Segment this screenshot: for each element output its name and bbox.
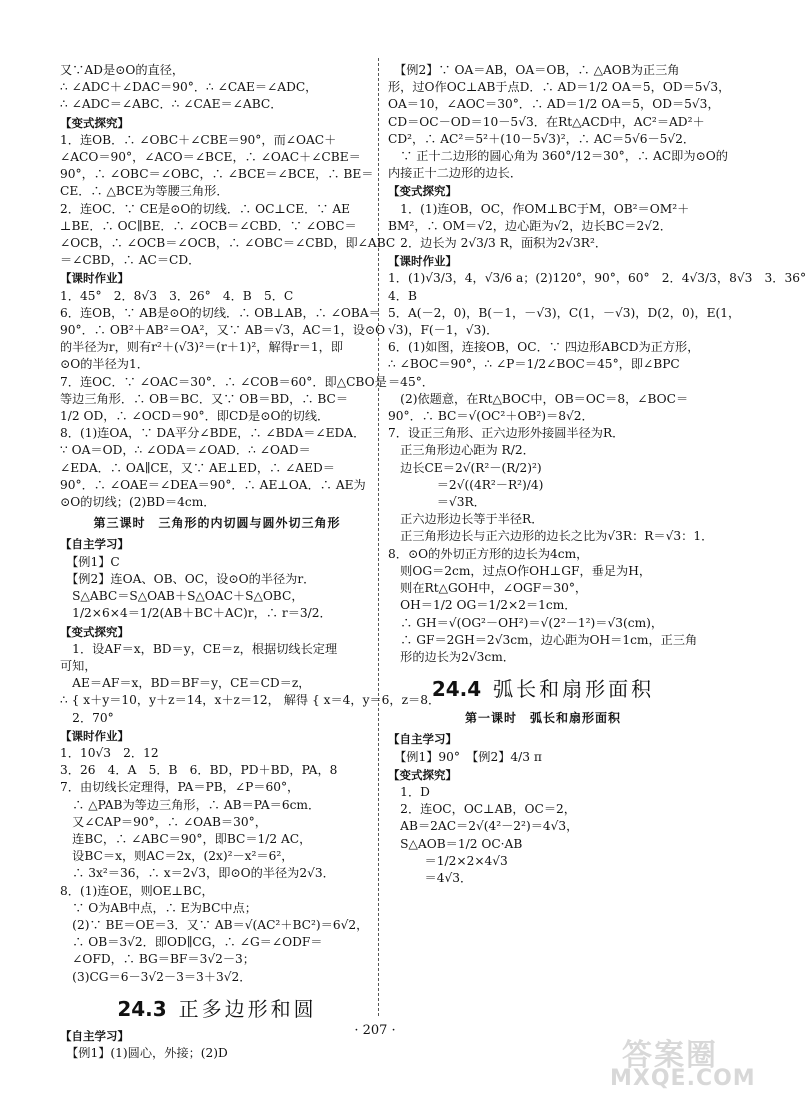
text-line: ⊙O的切线；(2)BD＝4cm． — [60, 495, 216, 510]
text-line: 正三角形边心距为 R/2． — [388, 443, 535, 458]
text-line: ∠ACO＝90°，∠ACO＝∠BCE，∴ ∠OAC＋∠CBE＝ — [60, 150, 361, 165]
text-line: ∴ ∠BOC＝90°，∴ ∠P＝1/2∠BOC＝45°，即∠BPC — [388, 357, 680, 372]
text-line: 8．⊙O的外切正方形的边长为4cm， — [388, 546, 589, 561]
text-line: ∵ O为AB中点，∴ E为BC中点； — [60, 900, 257, 915]
text-line: ⊥BE．∴ OC∥BE．∴ ∠OCB＝∠CBD．∵ ∠OBC＝ — [60, 218, 357, 233]
section-title: 弧长和扇形面积 — [493, 677, 655, 702]
text-line: 【例1】(1)圆心，外接；(2)D — [60, 1045, 228, 1060]
text-line: 又∵AD是⊙O的直径， — [60, 63, 185, 77]
text-line: S△AOB＝1/2 OC·AB — [388, 836, 523, 851]
section-tag: 【自主学习】 — [60, 1028, 129, 1043]
text-line: 2．连OC．∵ CE是⊙O的切线．∴ OC⊥CE．∵ AE — [60, 201, 351, 216]
text-line: ∴ GH＝√(OG²－OH²)＝√(2²－1²)＝√3(cm)， — [388, 615, 664, 630]
text-line: 1．D — [388, 784, 430, 799]
text-line: 1．45° 2．8√3 3．26° 4．B 5．C — [60, 288, 294, 303]
section-tag: 【变式探究】 — [388, 184, 457, 199]
text-line: ∴ { x＋y＝10，y＋z＝14，x＋z＝12， 解得 { x＝4，y＝6，z＝8． — [60, 693, 441, 708]
text-line: √3)，F(－1，√3)． — [388, 323, 499, 338]
text-line: 【例2】∵ OA＝AB，OA＝OB，∴ △AOB为正三角 — [388, 63, 680, 77]
section-tag: 【自主学习】 — [388, 732, 457, 747]
text-line: 90°，∴ ∠OBC＝∠OBC，∴ ∠BCE＝∠BCE，∴ BE＝ — [60, 167, 374, 182]
text-line: ＝1/2×2×4√3 — [388, 853, 508, 868]
section-tag: 【课时作业】 — [60, 728, 129, 743]
text-line: OA＝10，∠AOC＝30°．∴ AD＝1/2 OA＝5，OD＝5√3， — [388, 97, 720, 112]
text-line: 7．连OC．∵ ∠OAC＝30°．∴ ∠COB＝60°．即△CBO是 — [60, 374, 387, 389]
text-line: 可知， — [60, 658, 97, 673]
text-line: ＝√3R． — [388, 495, 486, 510]
text-line: 1/2×6×4＝1/2(AB＋BC＋AC)r，∴ r＝3/2． — [60, 606, 332, 621]
text-line: ∵ OA＝OD，∴ ∠ODA＝∠OAD．∴ ∠OAD＝ — [60, 443, 311, 458]
text-line: ＝45°． — [388, 374, 434, 389]
text-line: 1．连OB．∴ ∠OBC＋∠CBE＝90°，而∠OAC＋ — [60, 132, 337, 147]
text-line: 等边三角形．∴ OB＝BC．又∵ OB＝BD，∴ BC＝ — [60, 391, 349, 406]
section-heading — [388, 672, 698, 706]
text-line: OH＝1/2 OG＝1/2×2＝1cm． — [388, 598, 577, 613]
text-line: 又∠CAP＝90°，∴ ∠OAB＝30°， — [60, 814, 267, 829]
text-line: (3)CG＝6－3√2－3＝3＋3√2． — [60, 969, 252, 984]
section-tag: 【自主学习】 — [60, 537, 129, 552]
section-number: 24.3 — [117, 996, 167, 1021]
section-tag: 【变式探究】 — [60, 624, 129, 639]
watermark-url: MXQE.COM — [610, 1066, 756, 1091]
text-line: 边长CE＝2√(R²－(R/2)²) — [388, 460, 542, 475]
text-line: 7．设正三角形、正六边形外接圆半径为R． — [388, 426, 625, 441]
text-line: 设BC＝x，则AC＝2x，(2x)²－x²＝6²， — [60, 849, 294, 864]
text-line: 则在Rt△GOH中，∠OGF＝30°， — [388, 581, 588, 596]
text-line: 90°．∴ ∠OAE＝∠DEA＝90°．∴ AE⊥OA．∴ AE为 — [60, 477, 366, 492]
page-number: · 207 · — [354, 1023, 396, 1038]
text-line: ∵ 正十二边形的圆心角为 360°/12＝30°，∴ AC即为⊙O的 — [388, 149, 728, 164]
text-line: CD＝OC－OD＝10－5√3．在Rt△ACD中，AC²＝AD²＋ — [388, 114, 705, 129]
text-line: 1．10√3 2．12 — [60, 745, 159, 760]
text-line: 正六边形边长等于半径R． — [388, 512, 544, 527]
text-line: ＝4√3． — [388, 870, 473, 885]
text-line: 8．(1)连OA，∵ DA平分∠BDE，∴ ∠BDA＝∠EDA． — [60, 426, 366, 441]
text-line: 6．(1)如图，连接OB，OC．∵ 四边形ABCD为正方形， — [388, 340, 700, 355]
text-line: CE．∴ △BCE为等腰三角形． — [60, 184, 229, 199]
text-line: 3．26 4．A 5．B 6．BD，PD＋BD，PA，8 — [60, 763, 338, 778]
text-line: 形，过O作OC⊥AB于点D．∴ AD＝1/2 OA＝5，OD＝5√3， — [388, 80, 731, 95]
section-title: 正多边形和圆 — [178, 996, 317, 1021]
section-number: 24.4 — [431, 677, 482, 702]
lesson-subheading: 第一课时 弧长和扇形面积 — [464, 711, 621, 726]
text-line: ＝∠CBD，∴ AC＝CD． — [60, 253, 201, 268]
text-line: 1．(1)连OB，OC，作OM⊥BC于M，OB²＝OM²＋ — [388, 201, 690, 216]
text-line: 【例2】连OA、OB、OC，设⊙O的半径为r． — [60, 571, 316, 586]
text-line: AB＝2AC＝2√(4²－2²)＝4√3， — [388, 819, 579, 834]
text-line: ⊙O的半径为1． — [60, 357, 149, 372]
text-line: 2．70° — [60, 710, 114, 725]
text-line: 的半径为r，则有r²＋(√3)²＝(r＋1)²，解得r＝1，即 — [60, 340, 344, 355]
text-line: 连BC，∴ ∠ABC＝90°，即BC＝1/2 AC， — [60, 831, 312, 846]
text-line: 90°．∴ BC＝√(OC²＋OB²)＝8√2． — [388, 409, 594, 424]
section-tag: 【课时作业】 — [60, 271, 129, 286]
text-line: 1．设AF＝x，BD＝y，CE＝z，根据切线长定理 — [60, 641, 338, 656]
text-line: AE＝AF＝x，BD＝BF＝y，CE＝CD＝z， — [60, 676, 311, 691]
watermark-text: 答案圈 — [622, 1038, 718, 1073]
text-line: (2)∵ BE＝OE＝3．又∵ AB＝√(AC²＋BC²)＝6√2， — [60, 917, 369, 932]
text-line: 2．边长为 2√3/3 R，面积为2√3R²． — [388, 236, 608, 251]
text-line: 正三角形边长与正六边形的边长之比为√3R：R＝√3：1． — [388, 529, 714, 544]
text-line: 【例1】C — [60, 554, 120, 569]
text-line: 8．(1)连OE，则OE⊥BC， — [60, 883, 214, 898]
section-tag: 【变式探究】 — [388, 767, 457, 782]
text-line: S△ABC＝S△OAB＋S△OAC＋S△OBC， — [60, 589, 304, 604]
text-line: 1/2 OD，∴ ∠OCD＝90°．即CD是⊙O的切线． — [60, 409, 330, 424]
text-line: ∠OFD，∴ BG＝BF＝3√2－3； — [60, 952, 255, 967]
text-line: 【例1】90° 【例2】4/3 π — [388, 749, 542, 764]
text-line: 则OG＝2cm，过点O作OH⊥GF，垂足为H， — [388, 563, 652, 578]
text-line: 6．连OB，∵ AB是⊙O的切线．∴ OB⊥AB，∴ ∠OBA＝ — [60, 305, 381, 320]
text-line: ∴ 3x²＝36，∴ x＝2√3，即⊙O的半径为2√3． — [60, 866, 335, 881]
text-line: 4．B — [388, 288, 417, 303]
text-line: ∴ ∠ADC＝∠ABC．∴ ∠CAE＝∠ABC． — [60, 97, 283, 112]
text-line: ＝2√((4R²－R²)/4) — [388, 477, 544, 492]
text-line: ∴ ∠ADC＋∠DAC＝90°．∴ ∠CAE＝∠ADC， — [60, 80, 318, 95]
text-line: 5．A(－2，0)，B(－1，－√3)，C(1，－√3)，D(2，0)，E(1， — [388, 305, 741, 320]
right-column — [388, 62, 806, 887]
text-line: ∠OCB，∴ ∠OCB＝∠OCB，∴ ∠OBC＝∠CBD，即∠ABC — [60, 236, 396, 251]
watermark-logo — [606, 1030, 756, 1092]
lesson-subheading: 第三课时 三角形的内切圆与圆外切三角形 — [93, 516, 341, 531]
text-line: ∴ OB＝3√2．即OD∥CG，∴ ∠G＝∠ODF＝ — [60, 935, 323, 950]
text-line: 内接正十二边形的边长． — [388, 166, 523, 181]
text-line: ∠EDA．∴ OA∥CE，又∵ AE⊥ED，∴ ∠AED＝ — [60, 460, 335, 475]
section-tag: 【变式探究】 — [60, 115, 129, 130]
text-line: 2．连OC，OC⊥AB，OC＝2， — [388, 802, 576, 817]
text-line: 7．由切线长定理得，PA＝PB，∠P＝60°， — [60, 780, 300, 795]
text-line: 90°．∴ OB²＋AB²＝OA²，又∵ AB＝√3，AC＝1，设⊙O — [60, 323, 386, 338]
text-line: BM²，∴ OM＝√2，边心距为√2，边长BC＝2√2． — [388, 218, 672, 233]
text-line: 1．(1)√3/3，4，√3/6 a；(2)120°，90°，60° 2．4√3/3，8√3 3．36° — [388, 271, 806, 286]
section-tag: 【课时作业】 — [388, 254, 457, 269]
column-divider — [378, 58, 379, 1016]
text-line: ∴ GF＝2GH＝2√3cm，边心距为OH＝1cm，正三角 — [388, 632, 698, 647]
text-line: ∴ △PAB为等边三角形，∴ AB＝PA＝6cm． — [60, 797, 321, 812]
text-line: CD²，∴ AC²＝5²＋(10－5√3)²，∴ AC＝5√6－5√2． — [388, 131, 696, 146]
text-line: (2)依题意，在Rt△BOC中，OB＝OC＝8，∠BOC＝ — [388, 391, 689, 406]
text-line: 形的边长为2√3cm． — [388, 649, 515, 664]
section-heading — [60, 992, 374, 1026]
